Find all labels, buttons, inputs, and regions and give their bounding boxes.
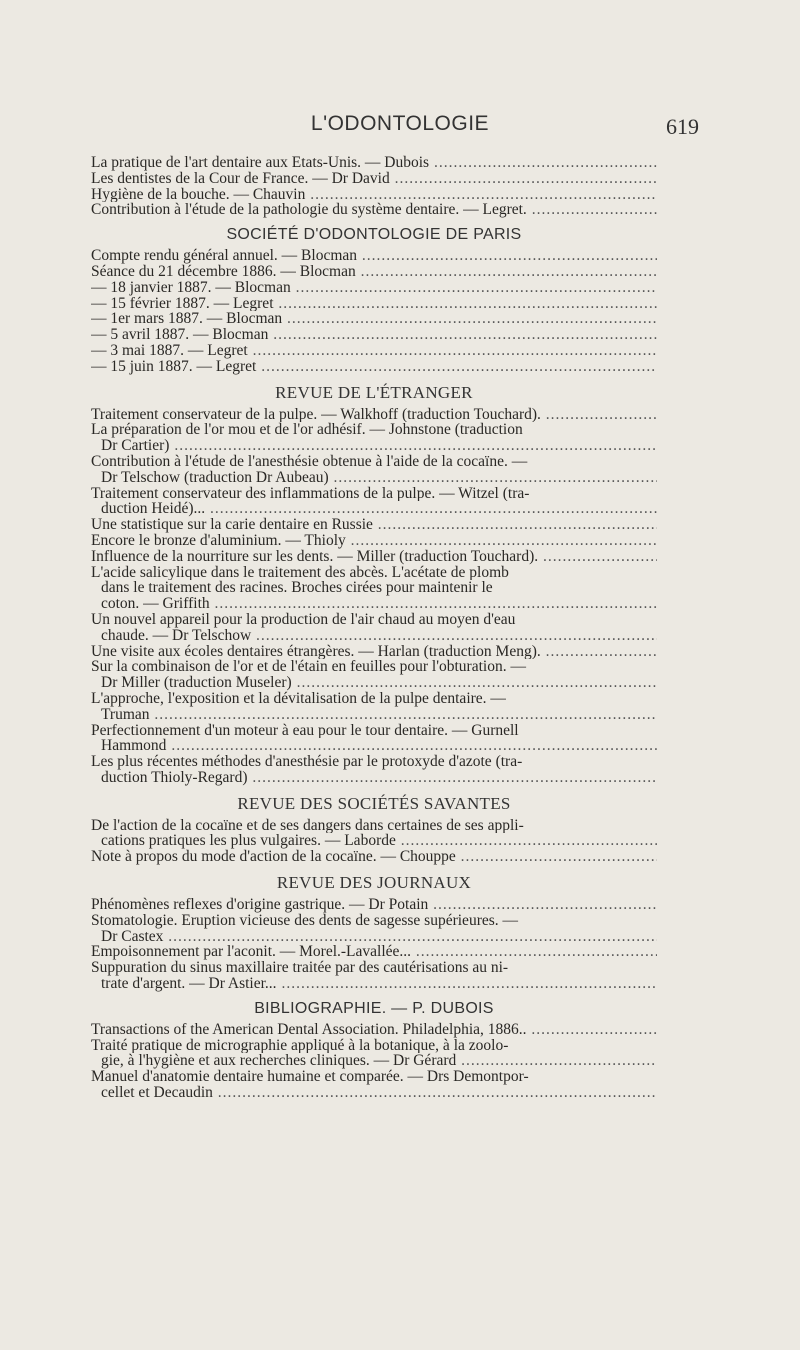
section-heading: SOCIÉTÉ D'ODONTOLOGIE DE PARIS [226, 226, 522, 244]
entry-line: Hygiène de la bouche. — Chauvin ..... [91, 187, 657, 203]
section-heading: BIBLIOGRAPHIE. — P. DUBOIS [254, 999, 494, 1017]
toc-entry [91, 944, 657, 960]
entry-line: gie, à l'hygiène et aux recherches cliniques. — Dr Gérard ..... [91, 1053, 657, 1069]
toc-entry [91, 280, 657, 296]
entry-line: Un nouvel appareil pour la production de l'air chaud au moyen d'eau [91, 611, 516, 628]
toc-entry [91, 327, 657, 343]
toc-entry [91, 1069, 657, 1101]
entry-line: Dr Telschow (traduction Dr Aubeau) ..... [91, 470, 657, 486]
entry-line: Traité pratique de micrographie appliqué à la botanique, à la zoolo- [91, 1037, 509, 1054]
entry-line: Suppuration du sinus maxillaire traitée par des cautérisations au ni- [91, 960, 509, 977]
entry-line: Manuel d'anatomie dentaire humaine et comparée. — Drs Demontpor- [91, 1069, 529, 1086]
entry-line: La préparation de l'or mou et de l'or adhésif. — Johnstone (traduction [91, 422, 523, 439]
entry-line: Stomatologie. Eruption vicieuse des dents de sagesse supérieures. — [91, 912, 519, 929]
entry-line: Contribution à l'étude de l'anesthésie obtenue à l'aide de la cocaïne. — [91, 453, 528, 470]
page-number: 619 [666, 114, 699, 139]
entry-line: De l'action de la cocaïne et de ses dangers dans certaines de ses appli- [91, 817, 524, 834]
entry-line: Contribution à l'étude de la pathologie du système dentaire. — Legret. ..... [91, 202, 657, 218]
toc-entry [91, 644, 657, 660]
entry-line: L'acide salicylique dans le traitement des abcès. L'acétate de plomb [91, 564, 509, 581]
entry-line: trate d'argent. — Dr Astier... ..... [91, 976, 657, 992]
toc-entry [91, 1022, 657, 1038]
entry-line: La pratique de l'art dentaire aux Etats-Unis. — Dubois ..... [91, 155, 657, 171]
toc-entry [91, 343, 657, 359]
entry-page-number [661, 0, 695, 1101]
entry-line: duction Thioly-Regard) ..... [91, 770, 657, 786]
entry-line: Sur la combinaison de l'or et de l'étain en feuilles pour l'obturation. — [91, 659, 526, 676]
toc-entry [91, 754, 657, 786]
toc-entry [91, 422, 657, 454]
entry-line: Truman ..... [91, 707, 657, 723]
toc-entry [91, 1038, 657, 1070]
entry-line: Perfectionnement d'un moteur à eau pour le tour dentaire. — Gurnell [91, 722, 519, 739]
entry-line: — 18 janvier 1887. — Blocman ..... [91, 280, 657, 296]
entry-line: Influence de la nourriture sur les dents. — Miller (traduction Touchard). ..... [91, 549, 657, 565]
entry-line: Empoisonnement par l'aconit. — Morel.-Lavallée... ..... [91, 944, 657, 960]
toc-entry [91, 565, 657, 612]
toc-entry [91, 248, 657, 264]
toc-entry [91, 486, 657, 518]
toc-entry [91, 155, 657, 171]
toc-entry [91, 549, 657, 565]
toc-entry [91, 533, 657, 549]
entry-line: Dr Cartier) ..... [91, 438, 657, 454]
toc-entry [91, 311, 657, 327]
entry-line: Une visite aux écoles dentaires étrangères. — Harlan (traduction Meng). ..... [91, 644, 657, 660]
entry-line: Dr Castex ..... [91, 929, 657, 945]
toc-entry [91, 296, 657, 312]
section-heading: REVUE DE L'ÉTRANGER [275, 382, 473, 402]
toc-entry [91, 691, 657, 723]
toc-entry [91, 171, 657, 187]
toc-entry [91, 723, 657, 755]
toc-entry [91, 897, 657, 913]
entry-line: Encore le bronze d'aluminium. — Thioly ..... [91, 533, 657, 549]
toc-entry [91, 407, 657, 423]
entry-line: Une statistique sur la carie dentaire en Russie ..... [91, 517, 657, 533]
entry-line: — 1er mars 1887. — Blocman ..... [91, 311, 657, 327]
entry-line: cellet et Decaudin ..... [91, 1085, 657, 1101]
entry-line: Traitement conservateur de la pulpe. — Walkhoff (traduction Touchard). ..... [91, 407, 657, 423]
entry-line: duction Heidé)... ..... [91, 501, 657, 517]
entry-line: Phénomènes reflexes d'origine gastrique. — Dr Potain ..... [91, 897, 657, 913]
toc-entry [91, 359, 657, 375]
entry-line: Les plus récentes méthodes d'anesthésie par le protoxyde d'azote (tra- [91, 754, 523, 770]
entry-line: Traitement conservateur des inflammations de la pulpe. — Witzel (tra- [91, 485, 530, 502]
toc-entry [91, 960, 657, 992]
table-of-contents [91, 155, 657, 1101]
toc-entry [91, 913, 657, 945]
entry-line: L'approche, l'exposition et la dévitalisation de la pulpe dentaire. — [91, 690, 506, 707]
toc-entry [91, 454, 657, 486]
section-heading: REVUE DES SOCIÉTÉS SAVANTES [237, 793, 511, 813]
entry-line: Les dentistes de la Cour de France. — Dr David ..... [91, 171, 657, 187]
entry-line: coton. — Griffith ..... [91, 596, 657, 612]
entry-line: Dr Miller (traduction Museler) ..... [91, 675, 657, 691]
toc-entry [91, 264, 657, 280]
entry-line: — 3 mai 1887. — Legret ..... [91, 343, 657, 359]
toc-entry [91, 517, 657, 533]
section-heading: REVUE DES JOURNAUX [276, 873, 472, 893]
entry-line: — 15 juin 1887. — Legret ..... [91, 359, 657, 375]
entry-line: Transactions of the American Dental Association. Philadelphia, 1886.. ..... [91, 1022, 657, 1038]
entry-line: — 5 avril 1887. — Blocman ..... [91, 327, 657, 343]
running-title: L'ODONTOLOGIE [310, 112, 490, 135]
entry-line: — 15 février 1887. — Legret ..... [91, 296, 657, 312]
entry-line: Note à propos du mode d'action de la cocaïne. — Chouppe ..... [91, 849, 657, 865]
toc-entry [91, 659, 657, 691]
toc-entry [91, 849, 657, 865]
toc-entry [91, 818, 657, 850]
toc-entry [91, 612, 657, 644]
entry-line: Hammond ..... [91, 738, 657, 754]
toc-entry [91, 202, 657, 218]
entry-line: Séance du 21 décembre 1886. — Blocman ..... [91, 264, 657, 280]
entry-line: cations pratiques les plus vulgaires. — Laborde ..... [91, 833, 657, 849]
entry-line: dans le traitement des racines. Broches cirées pour maintenir le [101, 580, 493, 597]
toc-entry [91, 187, 657, 203]
entry-line: chaude. — Dr Telschow ..... [91, 628, 657, 644]
entry-line: Compte rendu général annuel. — Blocman ..... [91, 248, 657, 264]
